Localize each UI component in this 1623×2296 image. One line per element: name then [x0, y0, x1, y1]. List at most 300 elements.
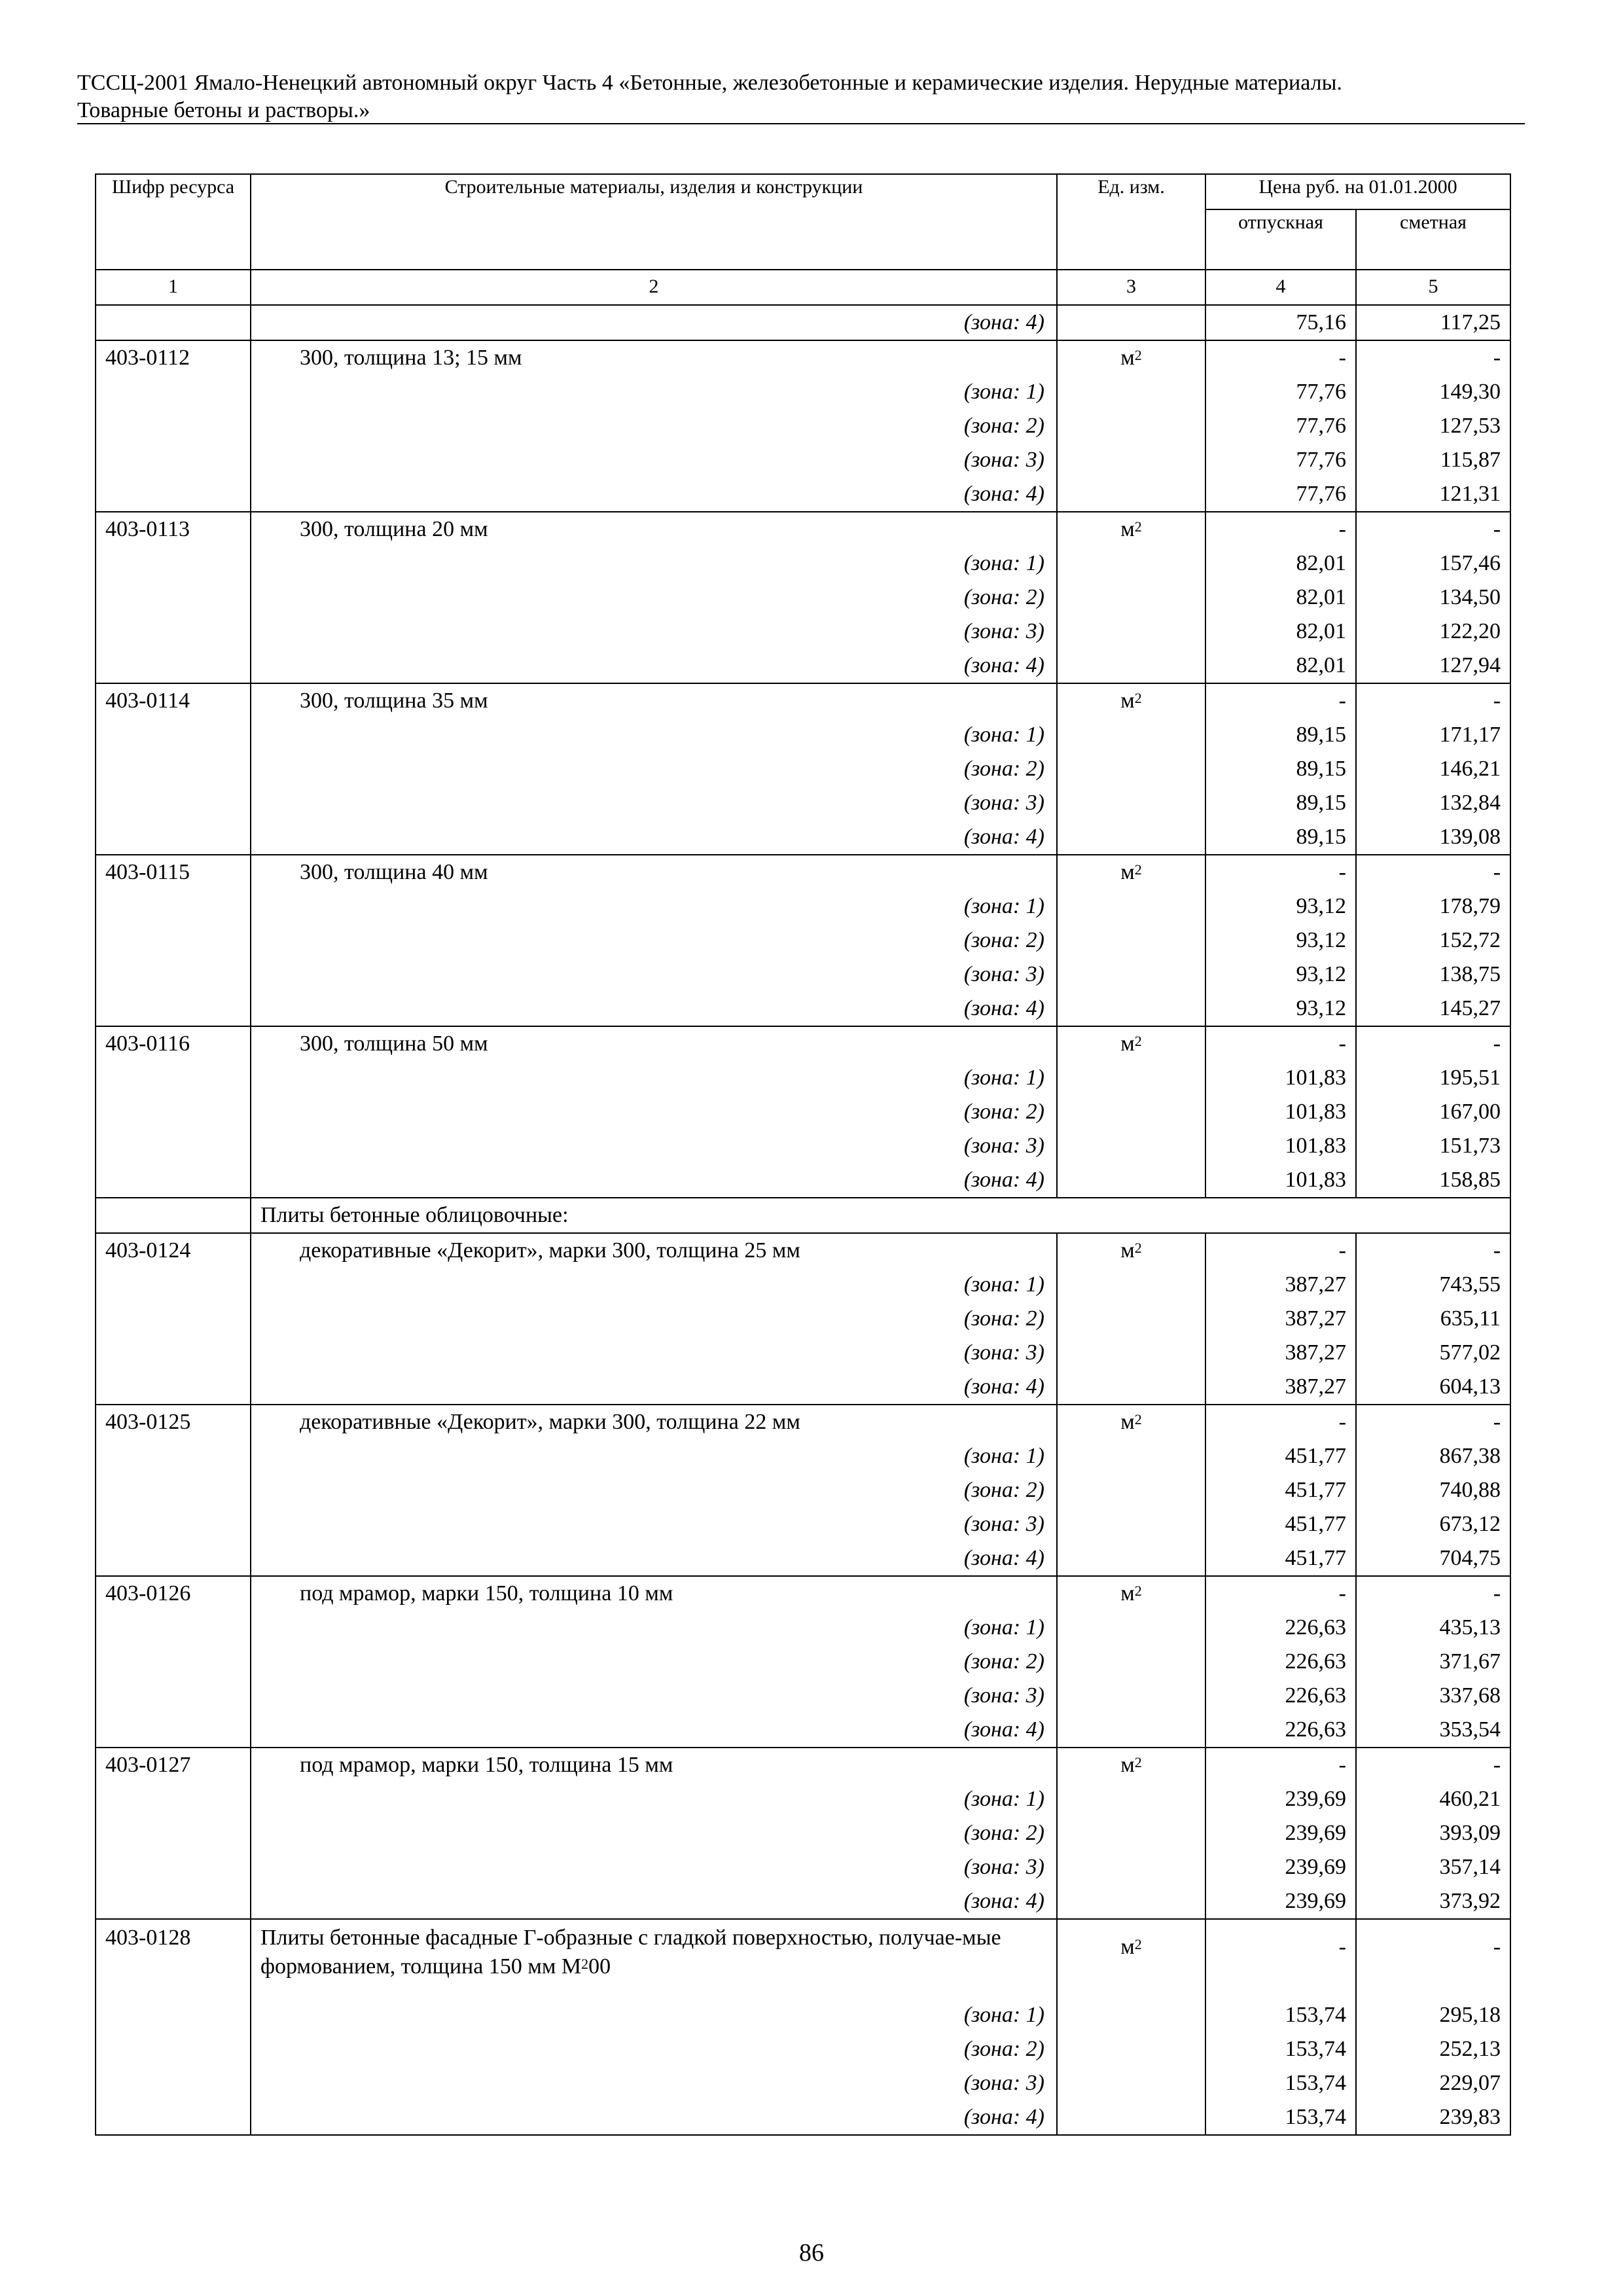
superscript: 2: [581, 1956, 589, 1972]
estimate-price: 121,31: [1356, 477, 1510, 512]
unit: [1057, 1026, 1205, 1061]
zone-label: (зона: 1): [251, 718, 1057, 752]
zone-label: (зона: 2): [251, 1816, 1057, 1850]
release-price: 93,12: [1205, 889, 1356, 924]
release-price: 82,01: [1205, 615, 1356, 649]
zone-label: (зона: 4): [251, 1884, 1057, 1919]
resource-code: [96, 1816, 251, 1850]
table-row: [96, 1095, 1510, 1129]
estimate-price: -: [1356, 340, 1510, 375]
resource-code: [96, 305, 251, 340]
unit-text: м: [1120, 346, 1135, 370]
estimate-price: 295,18: [1356, 1998, 1510, 2032]
estimate-price: 134,50: [1356, 581, 1510, 615]
zone-label: (зона: 2): [251, 581, 1057, 615]
resource-code: [96, 820, 251, 855]
estimate-price: 357,14: [1356, 1850, 1510, 1884]
estimate-price: 127,53: [1356, 409, 1510, 443]
unit: [1057, 1576, 1205, 1611]
unit: [1057, 375, 1205, 409]
table-row: [96, 1026, 1510, 1061]
zone-label: (зона: 3): [251, 615, 1057, 649]
release-price: 451,77: [1205, 1439, 1356, 1473]
estimate-price: 132,84: [1356, 786, 1510, 820]
release-price: 89,15: [1205, 820, 1356, 855]
zone-label: (зона: 1): [251, 1268, 1057, 1302]
release-price: 387,27: [1205, 1336, 1356, 1370]
material-name: 300, толщина 40 мм: [251, 855, 1057, 889]
zone-label: (зона: 3): [251, 2066, 1057, 2100]
unit: [1057, 924, 1205, 958]
estimate-price: 139,08: [1356, 820, 1510, 855]
unit: [1057, 1713, 1205, 1748]
table-row: [96, 1129, 1510, 1163]
unit-text: м: [1120, 1753, 1135, 1777]
estimate-price: 460,21: [1356, 1782, 1510, 1816]
release-price: 77,76: [1205, 443, 1356, 477]
table-row: [96, 1884, 1510, 1919]
unit: [1057, 340, 1205, 375]
resource-code: [96, 581, 251, 615]
column-header-price: Цена руб. на 01.01.2000: [1205, 174, 1510, 209]
unit-text: м: [1120, 1031, 1135, 1056]
material-name: декоративные «Декорит», марки 300, толщина 22 мм: [251, 1405, 1057, 1439]
resource-code: [96, 1507, 251, 1541]
zone-label: (зона: 3): [251, 786, 1057, 820]
zone-label: (зона: 2): [251, 1645, 1057, 1679]
unit: [1057, 1163, 1205, 1198]
material-name-tail: 00: [588, 1954, 611, 1979]
estimate-price: 371,67: [1356, 1645, 1510, 1679]
zone-label: (зона: 3): [251, 443, 1057, 477]
unit: [1057, 477, 1205, 512]
zone-label: (зона: 1): [251, 375, 1057, 409]
unit: [1057, 1233, 1205, 1268]
material-name: 300, толщина 35 мм: [251, 683, 1057, 718]
zone-label: (зона: 1): [251, 547, 1057, 581]
estimate-price: 157,46: [1356, 547, 1510, 581]
unit: [1057, 2066, 1205, 2100]
resource-code: [96, 1541, 251, 1576]
zone-label: (зона: 4): [251, 1163, 1057, 1198]
unit: [1057, 1645, 1205, 1679]
estimate-price: 152,72: [1356, 924, 1510, 958]
estimate-price: 353,54: [1356, 1713, 1510, 1748]
table-row: [96, 1302, 1510, 1336]
table-row: [96, 718, 1510, 752]
unit-superscript: 2: [1134, 1240, 1142, 1256]
release-price: 93,12: [1205, 924, 1356, 958]
unit: [1057, 1541, 1205, 1576]
resource-code: [96, 1163, 251, 1198]
estimate-price: 373,92: [1356, 1884, 1510, 1919]
release-price: 451,77: [1205, 1507, 1356, 1541]
zone-label: (зона: 3): [251, 1129, 1057, 1163]
material-name: 300, толщина 50 мм: [251, 1026, 1057, 1061]
unit: [1057, 718, 1205, 752]
resource-code: [96, 649, 251, 683]
table-row: [96, 1782, 1510, 1816]
resource-code: 403-0114: [96, 683, 251, 718]
table-row: [96, 786, 1510, 820]
material-name: под мрамор, марки 150, толщина 10 мм: [251, 1576, 1057, 1611]
column-header-name: Строительные материалы, изделия и конструкции: [251, 174, 1057, 270]
table-body: [96, 305, 1510, 2135]
table-row: [96, 1061, 1510, 1095]
resource-code: [96, 1268, 251, 1302]
unit: [1057, 581, 1205, 615]
unit-superscript: 2: [1134, 861, 1142, 878]
zone-label: (зона: 1): [251, 1061, 1057, 1095]
unit: [1057, 1998, 1205, 2032]
resource-code: [96, 615, 251, 649]
table-row: [96, 1233, 1510, 1268]
resource-code: [96, 2066, 251, 2100]
estimate-price: 158,85: [1356, 1163, 1510, 1198]
release-price: -: [1205, 1405, 1356, 1439]
unit: [1057, 1507, 1205, 1541]
estimate-price: -: [1356, 1576, 1510, 1611]
unit: [1057, 855, 1205, 889]
unit: [1057, 443, 1205, 477]
zone-label: (зона: 4): [251, 477, 1057, 512]
resource-code: [96, 547, 251, 581]
unit: [1057, 305, 1205, 340]
zone-label: (зона: 3): [251, 1507, 1057, 1541]
zone-label: (зона: 4): [251, 1713, 1057, 1748]
estimate-price: 435,13: [1356, 1611, 1510, 1645]
resource-code: 403-0115: [96, 855, 251, 889]
header-divider: [77, 123, 1525, 124]
resource-code: [96, 2100, 251, 2135]
unit: [1057, 1095, 1205, 1129]
release-price: -: [1205, 1026, 1356, 1061]
unit: [1057, 1405, 1205, 1439]
release-price: 93,12: [1205, 992, 1356, 1026]
release-price: 89,15: [1205, 718, 1356, 752]
estimate-price: -: [1356, 512, 1510, 547]
column-header-release-price: отпускная: [1205, 209, 1356, 270]
unit: [1057, 958, 1205, 992]
table-row: [96, 547, 1510, 581]
unit-superscript: 2: [1134, 1583, 1142, 1599]
unit: [1057, 1748, 1205, 1782]
zone-label: (зона: 3): [251, 958, 1057, 992]
zone-label: (зона: 4): [251, 820, 1057, 855]
estimate-price: -: [1356, 1748, 1510, 1782]
release-price: 93,12: [1205, 958, 1356, 992]
release-price: 387,27: [1205, 1268, 1356, 1302]
resource-code: [96, 1850, 251, 1884]
resource-code: [96, 752, 251, 786]
header-line-2: Товарные бетоны и растворы.»: [77, 98, 370, 122]
column-number: 5: [1356, 270, 1510, 305]
table-row: [96, 375, 1510, 409]
resource-code: 403-0112: [96, 340, 251, 375]
table-row: [96, 1336, 1510, 1370]
resource-code: [96, 375, 251, 409]
release-price: -: [1205, 512, 1356, 547]
table-row: [96, 1268, 1510, 1302]
estimate-price: 117,25: [1356, 305, 1510, 340]
resource-code: [96, 1302, 251, 1336]
material-name: 300, толщина 13; 15 мм: [251, 340, 1057, 375]
table-row: [96, 649, 1510, 683]
zone-label: (зона: 2): [251, 924, 1057, 958]
release-price: 153,74: [1205, 2032, 1356, 2066]
resource-code: [96, 1645, 251, 1679]
table-row: [96, 1850, 1510, 1884]
zone-label: (зона: 3): [251, 1336, 1057, 1370]
release-price: 226,63: [1205, 1645, 1356, 1679]
resource-code: [96, 1129, 251, 1163]
unit-superscript: 2: [1134, 690, 1142, 706]
table-row: [96, 2100, 1510, 2135]
table-row: [96, 1541, 1510, 1576]
column-header-estimate-price: сметная: [1356, 209, 1510, 270]
unit: [1057, 1061, 1205, 1095]
zone-label: (зона: 2): [251, 1095, 1057, 1129]
release-price: 451,77: [1205, 1541, 1356, 1576]
unit: [1057, 512, 1205, 547]
table-row: [96, 409, 1510, 443]
resource-code: 403-0125: [96, 1405, 251, 1439]
unit: [1057, 992, 1205, 1026]
release-price: 77,76: [1205, 477, 1356, 512]
release-price: 226,63: [1205, 1611, 1356, 1645]
zone-label: (зона: 2): [251, 1302, 1057, 1336]
unit: [1057, 752, 1205, 786]
unit-superscript: 2: [1134, 1033, 1142, 1049]
unit: [1057, 1884, 1205, 1919]
resource-code: 403-0127: [96, 1748, 251, 1782]
table-row: [96, 992, 1510, 1026]
unit: [1057, 1302, 1205, 1336]
estimate-price: 252,13: [1356, 2032, 1510, 2066]
zone-label: (зона: 1): [251, 1998, 1057, 2032]
unit: [1057, 1850, 1205, 1884]
table-row: [96, 1163, 1510, 1198]
resource-code: [96, 786, 251, 820]
table-row: [96, 1713, 1510, 1748]
price-table: [95, 173, 1511, 2136]
unit: [1057, 547, 1205, 581]
table-row: [96, 477, 1510, 512]
unit: [1057, 1129, 1205, 1163]
resource-code: [96, 1061, 251, 1095]
resource-code: [96, 1198, 251, 1233]
release-price: 101,83: [1205, 1129, 1356, 1163]
unit: [1057, 615, 1205, 649]
unit-text: м: [1120, 1410, 1135, 1434]
estimate-price: 195,51: [1356, 1061, 1510, 1095]
table-row: [96, 1998, 1510, 2032]
zone-label: (зона: 2): [251, 752, 1057, 786]
unit: [1057, 1370, 1205, 1405]
group-title: Плиты бетонные облицовочные:: [251, 1198, 1510, 1233]
release-price: 153,74: [1205, 1998, 1356, 2032]
table-row: [96, 1816, 1510, 1850]
table-row: [96, 340, 1510, 375]
release-price: 451,77: [1205, 1473, 1356, 1507]
table-row: [96, 752, 1510, 786]
estimate-price: 145,27: [1356, 992, 1510, 1026]
unit-superscript: 2: [1134, 1754, 1142, 1770]
table-row: [96, 889, 1510, 924]
estimate-price: 239,83: [1356, 2100, 1510, 2135]
unit-superscript: 2: [1134, 347, 1142, 363]
resource-code: 403-0124: [96, 1233, 251, 1268]
column-number: 3: [1057, 270, 1205, 305]
document-header: [77, 69, 1524, 124]
unit: [1057, 1336, 1205, 1370]
resource-code: [96, 409, 251, 443]
zone-label: (зона: 4): [251, 1541, 1057, 1576]
release-price: -: [1205, 1233, 1356, 1268]
estimate-price: 115,87: [1356, 443, 1510, 477]
table-row: [96, 1473, 1510, 1507]
estimate-price: 127,94: [1356, 649, 1510, 683]
page-number: 86: [799, 2239, 824, 2267]
unit: [1057, 2100, 1205, 2135]
unit-superscript: 2: [1134, 1411, 1142, 1427]
resource-code: [96, 1782, 251, 1816]
table-row: [96, 615, 1510, 649]
material-name: [251, 1919, 1057, 1998]
table-row: [96, 924, 1510, 958]
release-price: 153,74: [1205, 2100, 1356, 2135]
zone-label: (зона: 3): [251, 1850, 1057, 1884]
release-price: 77,76: [1205, 375, 1356, 409]
zone-label: (зона: 4): [251, 2100, 1057, 2135]
unit-text: м: [1120, 1935, 1135, 1959]
table-row: [96, 305, 1510, 340]
group-row: [96, 1198, 1510, 1233]
estimate-price: 393,09: [1356, 1816, 1510, 1850]
unit: [1057, 1679, 1205, 1713]
release-price: 239,69: [1205, 1782, 1356, 1816]
zone-label: (зона: 4): [251, 649, 1057, 683]
table-row: [96, 2066, 1510, 2100]
estimate-price: 740,88: [1356, 1473, 1510, 1507]
unit: [1057, 820, 1205, 855]
zone-label: (зона: 4): [251, 992, 1057, 1026]
resource-code: [96, 1370, 251, 1405]
resource-code: [96, 1713, 251, 1748]
estimate-price: -: [1356, 855, 1510, 889]
estimate-price: -: [1356, 1233, 1510, 1268]
resource-code: [96, 1998, 251, 2032]
estimate-price: 178,79: [1356, 889, 1510, 924]
zone-label: (зона: 2): [251, 409, 1057, 443]
release-price: 82,01: [1205, 547, 1356, 581]
unit-text: м: [1120, 689, 1135, 713]
resource-code: [96, 958, 251, 992]
release-price: 101,83: [1205, 1095, 1356, 1129]
unit: [1057, 1816, 1205, 1850]
table-row: [96, 1576, 1510, 1611]
release-price: 101,83: [1205, 1163, 1356, 1198]
resource-code: [96, 1679, 251, 1713]
resource-code: 403-0116: [96, 1026, 251, 1061]
release-price: 387,27: [1205, 1302, 1356, 1336]
estimate-price: 146,21: [1356, 752, 1510, 786]
zone-label: (зона: 1): [251, 889, 1057, 924]
table-row: [96, 820, 1510, 855]
material-name: под мрамор, марки 150, толщина 15 мм: [251, 1748, 1057, 1782]
estimate-price: 122,20: [1356, 615, 1510, 649]
zone-label: (зона: 1): [251, 1439, 1057, 1473]
release-price: -: [1205, 1919, 1356, 1998]
release-price: 387,27: [1205, 1370, 1356, 1405]
release-price: 226,63: [1205, 1713, 1356, 1748]
release-price: 89,15: [1205, 752, 1356, 786]
unit: [1057, 683, 1205, 718]
column-header-unit: Ед. изм.: [1057, 174, 1205, 270]
estimate-price: 167,00: [1356, 1095, 1510, 1129]
zone-label: (зона: 2): [251, 1473, 1057, 1507]
resource-code: [96, 443, 251, 477]
unit: [1057, 409, 1205, 443]
resource-code: [96, 889, 251, 924]
table-row: [96, 1405, 1510, 1439]
unit: [1057, 889, 1205, 924]
estimate-price: 635,11: [1356, 1302, 1510, 1336]
estimate-price: 151,73: [1356, 1129, 1510, 1163]
table-row: [96, 512, 1510, 547]
zone-label: (зона: 3): [251, 1679, 1057, 1713]
header-line-1: ТССЦ-2001 Ямало-Ненецкий автономный округ Часть 4 «Бетонные, железобетонные и керамические изделия. Нерудные материалы.: [77, 71, 1342, 95]
zone-label: (зона: 2): [251, 2032, 1057, 2066]
resource-code: 403-0126: [96, 1576, 251, 1611]
unit: [1057, 1919, 1205, 1998]
table-row: [96, 958, 1510, 992]
table-row: [96, 1748, 1510, 1782]
release-price: 82,01: [1205, 581, 1356, 615]
unit: [1057, 1782, 1205, 1816]
unit-superscript: 2: [1134, 1936, 1142, 1952]
resource-code: [96, 1611, 251, 1645]
table-row: [96, 855, 1510, 889]
zone-label: (зона: 4): [251, 305, 1057, 340]
material-name: 300, толщина 20 мм: [251, 512, 1057, 547]
table-row: [96, 683, 1510, 718]
release-price: -: [1205, 855, 1356, 889]
resource-code: [96, 718, 251, 752]
unit: [1057, 786, 1205, 820]
release-price: 75,16: [1205, 305, 1356, 340]
table-row: [96, 443, 1510, 477]
unit: [1057, 1268, 1205, 1302]
resource-code: [96, 1095, 251, 1129]
release-price: -: [1205, 1576, 1356, 1611]
column-header-code: Шифр ресурса: [96, 174, 251, 270]
unit: [1057, 1439, 1205, 1473]
estimate-price: 577,02: [1356, 1336, 1510, 1370]
estimate-price: 138,75: [1356, 958, 1510, 992]
unit-text: м: [1120, 1238, 1135, 1263]
estimate-price: 604,13: [1356, 1370, 1510, 1405]
estimate-price: 149,30: [1356, 375, 1510, 409]
unit: [1057, 649, 1205, 683]
resource-code: [96, 1473, 251, 1507]
release-price: 153,74: [1205, 2066, 1356, 2100]
release-price: 82,01: [1205, 649, 1356, 683]
column-number: 1: [96, 270, 251, 305]
unit: [1057, 1611, 1205, 1645]
resource-code: [96, 2032, 251, 2066]
unit-text: м: [1120, 1581, 1135, 1605]
